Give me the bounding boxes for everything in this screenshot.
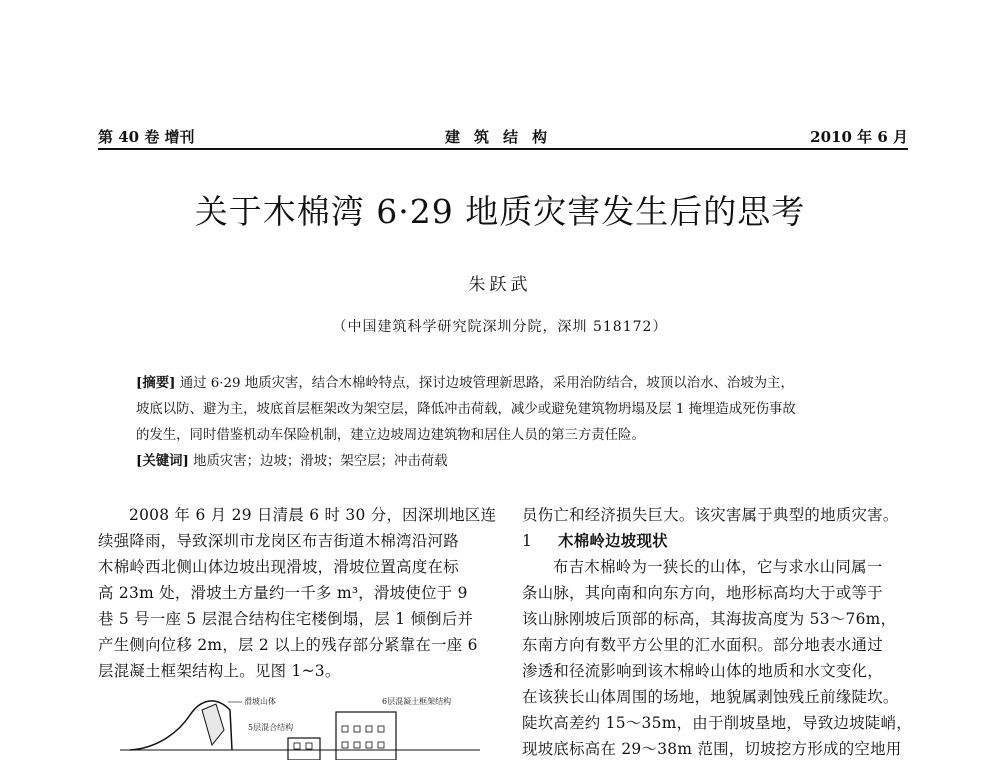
- paragraph-line: 该山脉刚坡后顶部的标高，其海拔高度为 53～76m，: [522, 610, 897, 628]
- keywords-text: 地质灾害；边坡；滑坡；架空层；冲击荷载: [193, 454, 448, 469]
- abstract-line-1: [136, 372, 896, 391]
- author: 朱跃武: [468, 275, 532, 295]
- header-volume: 第 40 卷 增刊: [98, 128, 195, 146]
- building-6-storey: [336, 712, 396, 760]
- paragraph-line: 陡坎高差约 15～35m，由于削坡垦地，导致边坡陡峭，: [522, 714, 912, 732]
- window: [366, 726, 372, 732]
- left-column: [98, 502, 496, 684]
- paper-title: 关于木棉湾 6·29 地质灾害发生后的思考: [194, 192, 806, 231]
- abstract-text: 通过 6·29 地质灾害，结合木棉岭特点，探讨边坡管理新思路，采用治防结合，坡顶以治水、治坡为主，: [179, 376, 794, 391]
- abstract-label: [摘要]: [136, 375, 176, 391]
- window: [378, 742, 384, 748]
- right-column: [522, 502, 912, 762]
- paragraph-line: 木棉岭西北侧山体边坡出现滑坡，滑坡位置高度在标: [98, 558, 459, 576]
- window: [342, 742, 348, 748]
- paragraph-line: 高 23m 处，滑坡土方量约一千多 m³，滑坡使位于 9: [98, 584, 468, 602]
- section-title: 木棉岭边坡现状: [558, 532, 668, 550]
- abstract-line-2: 坡底以防、避为主，坡底首层框架改为架空层，降低冲击荷载，减少或避免建筑物坍塌及层 1 掩埋造成死伤事故: [136, 402, 796, 417]
- window: [366, 742, 372, 748]
- landslide-mass: [202, 704, 224, 745]
- paragraph-line: 条山脉，其向南和向东方向，地形标高均大于或等于: [522, 584, 883, 602]
- section-heading: [522, 528, 912, 554]
- figure-slope-diagram: [120, 690, 480, 760]
- keywords: [136, 450, 896, 469]
- paragraph-line: 在该狭长山体周围的场地，地貌属剥蚀残丘前缘陡坎。: [522, 688, 899, 706]
- window: [306, 743, 312, 749]
- paragraph-line: 员伤亡和经济损失巨大。该灾害属于典型的地质灾害。: [522, 506, 899, 524]
- paragraph-line: 续强降雨，导致深圳市龙岗区布吉街道木棉湾沿河路: [98, 532, 459, 550]
- label-building-6: 6层混凝土框架结构: [382, 697, 452, 706]
- section-number: 1: [522, 532, 533, 550]
- paragraph-line: 渗透和径流影响到该木棉岭山体的地质和水文变化，: [522, 662, 883, 680]
- window: [354, 726, 360, 732]
- header-journal: 建筑结构: [444, 128, 561, 146]
- window: [378, 726, 384, 732]
- paragraph-line: 现坡底标高在 29～38m 范围，切坡挖方形成的空地用: [522, 740, 902, 758]
- window: [294, 743, 300, 749]
- paragraph-line: 产生侧向位移 2m，层 2 以上的残存部分紧靠在一座 6: [98, 636, 478, 654]
- label-building-5: 5层混合结构: [248, 723, 294, 732]
- affiliation: （中国建筑科学研究院深圳分院，深圳 518172）: [332, 319, 668, 335]
- paragraph-line: 布吉木棉岭为一狭长的山体，它与求水山同属一: [553, 558, 883, 576]
- paragraph-line: 巷 5 号一座 5 层混合结构住宅楼倒塌，层 1 倾倒后并: [98, 610, 474, 628]
- building-5-storey: [288, 738, 320, 760]
- window: [342, 726, 348, 732]
- paragraph-line: 东南方向有数平方公里的汇水面积。部分地表水通过: [522, 636, 883, 654]
- paragraph-line: 层混凝土框架结构上。见图 1~3。: [98, 662, 341, 680]
- paragraph-line: 2008 年 6 月 29 日清晨 6 时 30 分，因深圳地区连: [129, 506, 497, 524]
- window: [354, 742, 360, 748]
- header-date: 2010 年 6 月: [810, 128, 908, 146]
- abstract-line-3: 的发生，同时借鉴机动车保险机制，建立边坡周边建筑物和居住人员的第三方责任险。: [136, 428, 645, 443]
- keywords-label: [关键词]: [136, 453, 189, 469]
- label-slope: 滑坡山体: [244, 697, 276, 706]
- running-header: [98, 124, 908, 150]
